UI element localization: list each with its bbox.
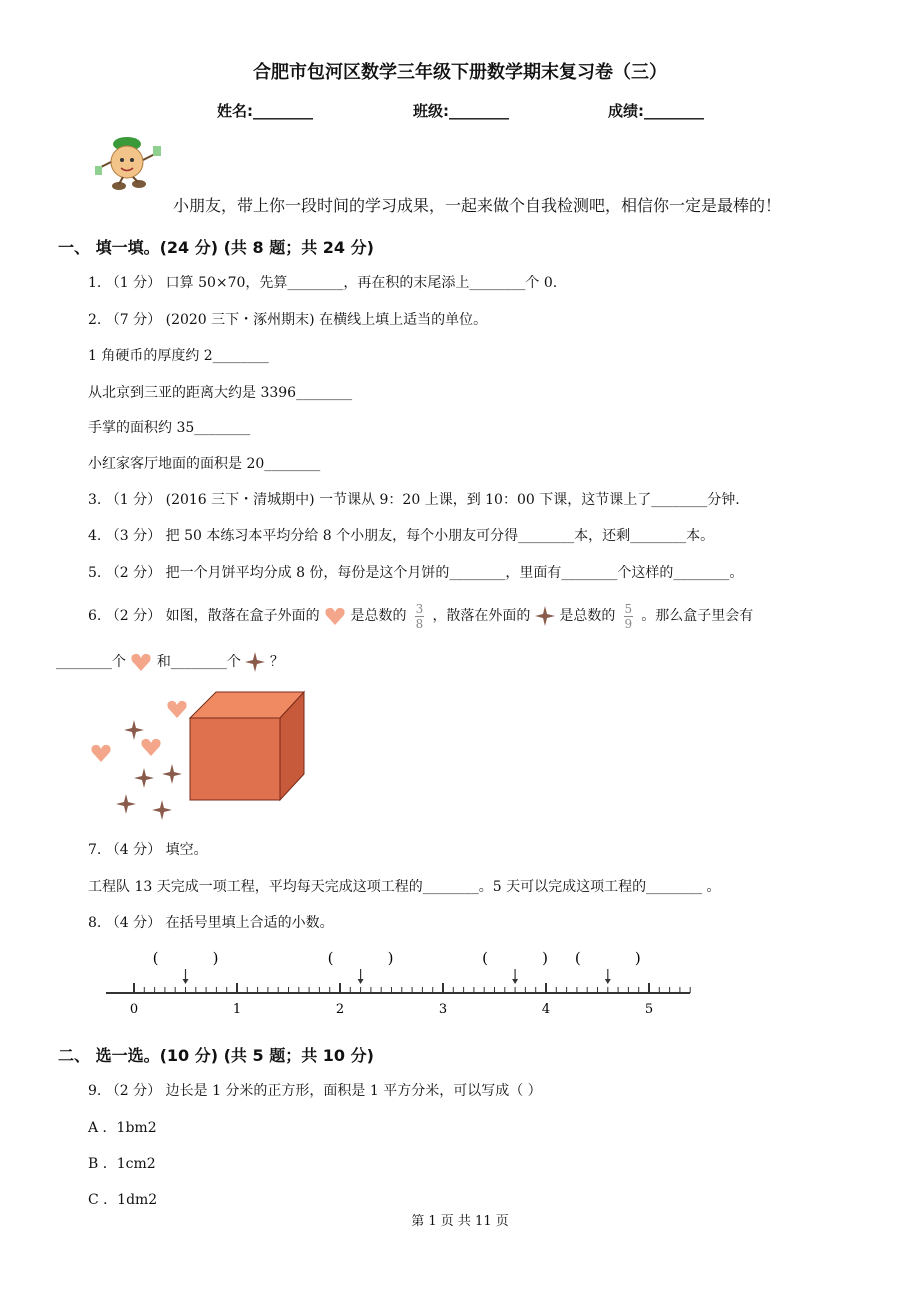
- answer-parenthesis: (: [482, 949, 489, 967]
- question-2-line-1: 1 角硬币的厚度约 2________: [88, 348, 269, 364]
- question-8: 8. （4 分） 在括号里填上合适的小数。: [88, 915, 334, 931]
- score-field: 成绩:________: [608, 102, 704, 120]
- page-title: 合肥市包河区数学三年级下册数学期末复习卷（三）: [253, 62, 667, 83]
- page-footer: 第 1 页 共 11 页: [411, 1214, 509, 1229]
- answer-parenthesis: (: [152, 949, 159, 967]
- question-3: 3. （1 分） (2016 三下・清城期中) 一节课从 9：20 上课，到 10：00 下课，这节课上了________分钟.: [88, 492, 740, 508]
- mascot-illustration: [93, 132, 167, 194]
- arrow-head: [183, 979, 189, 984]
- option-b: B ．1cm2: [88, 1156, 156, 1172]
- encouragement-text: 小朋友，带上你一段时间的学习成果，一起来做个自我检测吧，相信你一定是最棒的！: [173, 196, 782, 215]
- heart-icon: [324, 605, 346, 627]
- fraction-numerator: 3: [415, 601, 424, 616]
- question-6-text-g: 和________个: [156, 654, 241, 670]
- question-6-answer-line: [56, 650, 284, 674]
- question-7: 7. （4 分） 填空。: [88, 842, 208, 858]
- question-9: 9. （2 分） 边长是 1 分米的正方形，面积是 1 平方分米，可以写成（ ）: [88, 1083, 542, 1099]
- class-field: 班级:________: [413, 102, 509, 120]
- fraction-denominator: 9: [624, 616, 633, 631]
- section-2-heading: 二、 选一选。(10 分) (共 5 题；共 10 分): [58, 1046, 374, 1065]
- question-6-text-b: 是总数的: [350, 608, 407, 624]
- number-line: [100, 938, 700, 1020]
- star-icon: [245, 652, 265, 672]
- answer-parenthesis: ): [387, 949, 394, 967]
- question-1: 1. （1 分） 口算 50×70，先算________，再在积的末尾添上________个 0.: [88, 275, 558, 291]
- number-line-marks: [153, 949, 641, 984]
- tick-label: 4: [541, 1002, 551, 1017]
- name-field: 姓名:________: [217, 102, 313, 120]
- star-icon: [535, 606, 555, 626]
- answer-parenthesis: ): [634, 949, 641, 967]
- option-c: C ．1dm2: [88, 1192, 158, 1208]
- answer-parenthesis: (: [327, 949, 334, 967]
- question-2-line-4: 小红家客厅地面的面积是 20________: [88, 456, 321, 472]
- tick-label: 1: [232, 1002, 242, 1017]
- box-illustration: [84, 688, 314, 828]
- section-1-heading: 一、 填一填。(24 分) (共 8 题；共 24 分): [58, 238, 374, 257]
- fraction-five-ninths: [624, 603, 633, 630]
- answer-parenthesis: (: [574, 949, 581, 967]
- tick-label: 0: [129, 1002, 139, 1017]
- question-4: 4. （3 分） 把 50 本练习本平均分给 8 个小朋友，每个小朋友可分得________本，还剩________本。: [88, 528, 715, 544]
- question-2-line-2: 从北京到三亚的距离大约是 3396________: [88, 385, 353, 401]
- question-6-text-f: ________个: [56, 654, 126, 670]
- fraction-three-eighths: [415, 603, 424, 630]
- question-6-text-e: 。那么盒子里会有: [641, 608, 754, 624]
- arrow-head: [358, 979, 364, 984]
- heart-icon: [130, 651, 152, 673]
- number-line-labels: [130, 1002, 653, 1017]
- fraction-numerator: 5: [624, 601, 633, 616]
- question-6-text-c: ，散落在外面的: [432, 608, 531, 624]
- question-6: [88, 602, 753, 630]
- tick-label: 5: [644, 1002, 654, 1017]
- tick-label: 2: [335, 1002, 345, 1017]
- question-2: 2. （7 分） (2020 三下・涿州期末) 在横线上填上适当的单位。: [88, 312, 488, 328]
- tick-label: 3: [438, 1002, 448, 1017]
- number-line-ticks: [134, 983, 690, 993]
- question-2-line-3: 手掌的面积约 35________: [88, 420, 251, 436]
- question-5: 5. （2 分） 把一个月饼平均分成 8 份，每份是这个月饼的________，里面有________个这样的________。: [88, 565, 744, 581]
- fraction-denominator: 8: [415, 616, 424, 631]
- arrow-head: [512, 979, 518, 984]
- question-7-line: 工程队 13 天完成一项工程，平均每天完成这项工程的________。5 天可以完成这项工程的________ 。: [88, 879, 721, 895]
- answer-parenthesis: ): [542, 949, 549, 967]
- arrow-head: [605, 979, 611, 984]
- question-6-text-d: 是总数的: [559, 608, 616, 624]
- question-6-text-a: 6. （2 分） 如图，散落在盒子外面的: [88, 608, 320, 624]
- option-a: A ．1bm2: [88, 1120, 157, 1136]
- question-6-text-h: ？: [269, 654, 284, 670]
- answer-parenthesis: ): [212, 949, 219, 967]
